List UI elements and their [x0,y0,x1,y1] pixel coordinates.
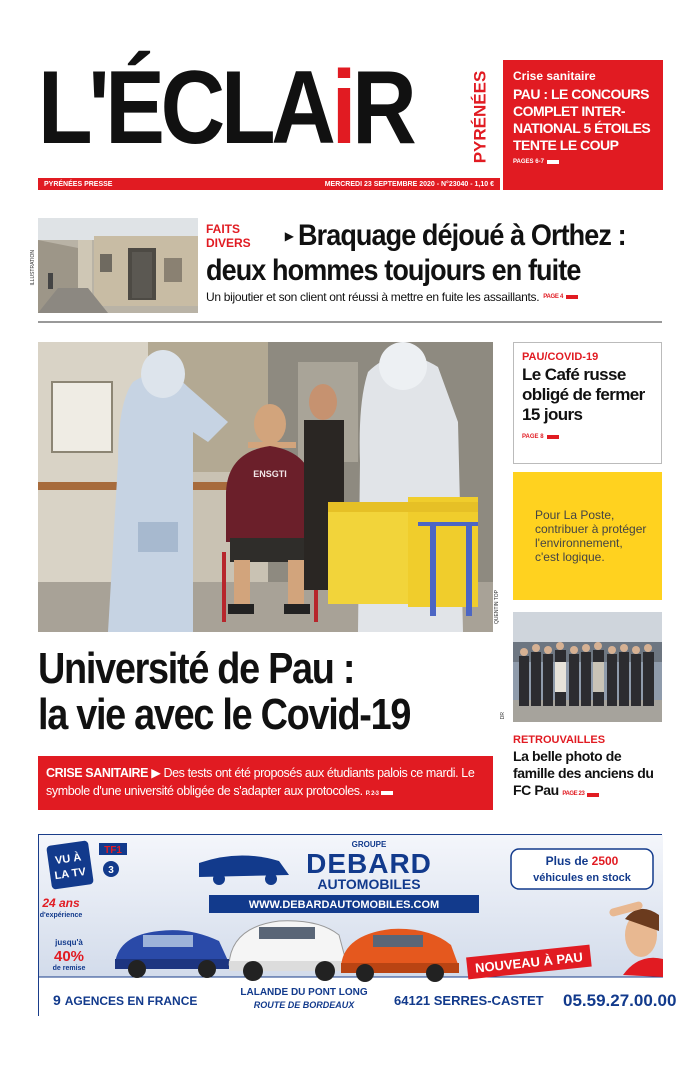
masthead-region: PYRÉNÉES [470,70,489,164]
svg-text:AUTOMOBILES: AUTOMOBILES [317,876,421,892]
debard-automobiles-ad[interactable] [38,834,677,1016]
triangle-arrow-icon: ▶ [284,229,294,243]
top-story-headline: PAU : LE CONCOURS COMPLET INTER-NATIONAL 5 ÉTOILES TENTE LE COUP [513,86,651,153]
news1-kicker: FAITS DIVERS [206,222,251,250]
pau-covid-page: PAGE 8 [522,434,559,440]
covid-test-photo[interactable] [38,342,493,632]
main-photo-credit: QUENTIN TOP [494,590,500,624]
ad-website: WWW.DEBARDAUTOMOBILES.COM [248,899,440,911]
svg-text:05.59.27.00.00: 05.59.27.00.00 [563,991,677,1010]
retrouvailles-title: La belle photo de famille des anciens du FC Pau PAGE 23 [513,748,662,803]
pau-covid-article[interactable] [513,342,662,464]
publisher-name: PYRÉNÉES PRESSE [44,180,113,188]
masthead-title [38,50,413,166]
svg-text:Plus de 2500: Plus de 2500 [545,854,619,868]
retrouvailles-kicker: RETROUVAILLES [513,734,606,746]
svg-text:d'expérience: d'expérience [39,912,83,919]
svg-text:3: 3 [108,865,114,876]
main-story-text: Des tests ont été proposés aux étudiants palois ce mardi. Le symbole d'une université obligée de s'adapter aux protocoles. [46,766,475,798]
svg-text:TF1: TF1 [104,845,122,856]
triangle-arrow-icon: ▶ [151,766,161,780]
masthead-title-prefix: L'ÉCLA [38,50,332,166]
news1-photo-credit: ILLUSTRATION [30,250,36,286]
svg-text:DEBARD: DEBARD [306,848,432,879]
news1-page: PAGE 4 [543,294,578,300]
section-divider [38,321,662,323]
retrouvailles-page: PAGE 23 [562,786,599,803]
svg-text:de remise: de remise [52,965,86,972]
svg-text:40%: 40% [53,948,85,965]
svg-text:LA TV: LA TV [53,865,87,883]
main-headline[interactable] [38,646,442,738]
sweater-text: ENSGTI [253,469,287,479]
svg-text:VU À: VU À [54,851,83,867]
masthead-title-suffix: R [352,50,413,166]
retrouvailles-article[interactable] [513,734,662,803]
svg-text:64121 SERRES-CASTET: 64121 SERRES-CASTET [394,993,544,1008]
top-story-box[interactable] [503,60,663,190]
svg-text:24 ans: 24 ans [42,896,80,910]
svg-text:jusqu'à: jusqu'à [55,938,83,947]
svg-text:NOUVEAU À PAU: NOUVEAU À PAU [474,949,584,976]
la-poste-text: Pour La Poste, contribuer à protéger l'environnement, c'est logique. [535,508,647,564]
main-story-kicker: CRISE SANITAIRE [46,766,149,780]
pau-covid-kicker: PAU/COVID-19 [522,351,599,363]
masthead-title-i: i [331,50,353,166]
svg-text:véhicules en stock: véhicules en stock [533,872,631,884]
news1-title-line2: deux hommes toujours en fuite [206,254,581,287]
vu-a-la-tv-badge [46,840,94,889]
news1-title-line1: Braquage déjoué à Orthez : [297,219,626,252]
retro-photo-credit: DR [500,711,506,719]
la-poste-ad[interactable] [513,472,662,600]
pau-covid-title: Le Café russe obligé de fermer 15 jours [522,365,645,424]
svg-text:GROUPE: GROUPE [351,840,387,849]
svg-text:9 AGENCES EN FRANCE: 9 AGENCES EN FRANCE [53,992,198,1008]
edition-bar [38,178,500,190]
news1-summary: Un bijoutier et son client ont réussi à mettre en fuite les assaillants. [206,290,540,304]
news1-article[interactable] [206,218,662,304]
main-headline-line2: la vie avec le Covid-19 [38,690,411,739]
edition-info: MERCREDI 23 SEPTEMBRE 2020 - N°23040 - 1,10 € [324,180,494,188]
top-story-kicker: Crise sanitaire [513,69,596,83]
street-photo[interactable] [38,218,198,313]
fc-pau-group-photo[interactable] [513,612,662,722]
svg-text:LALANDE DU PONT LONG: LALANDE DU PONT LONG [240,987,368,998]
main-story-summary[interactable] [38,756,493,810]
svg-text:ROUTE DE BORDEAUX: ROUTE DE BORDEAUX [253,1000,355,1010]
main-headline-line1: Université de Pau : [38,644,355,693]
main-story-pages: P. 2-3 [366,791,393,797]
top-story-pages: PAGES 6-7 [513,159,653,165]
